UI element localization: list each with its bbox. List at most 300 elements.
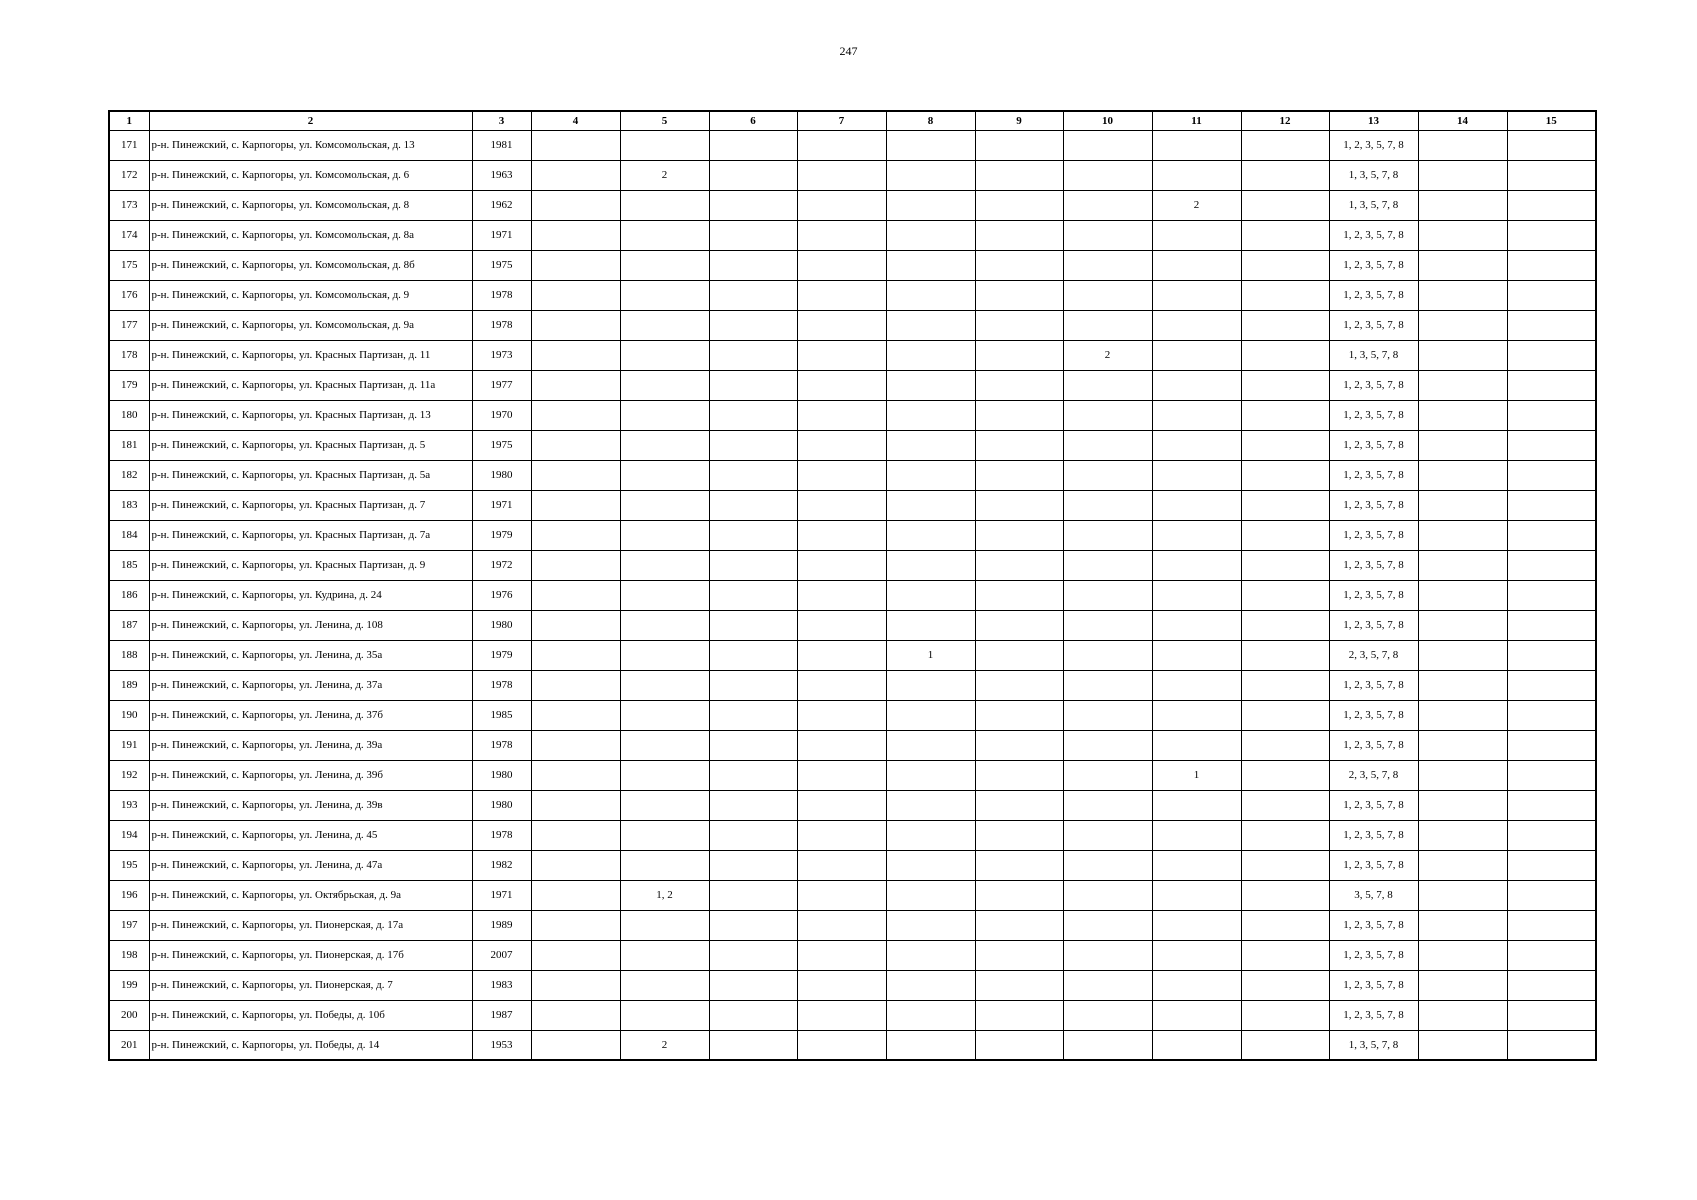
table-cell (1507, 310, 1596, 340)
table-cell (1507, 850, 1596, 880)
table-cell (886, 220, 975, 250)
table-cell (1063, 850, 1152, 880)
table-cell: 1, 2, 3, 5, 7, 8 (1329, 670, 1418, 700)
table-cell (620, 820, 709, 850)
table-cell (1507, 550, 1596, 580)
table-row (109, 580, 1596, 610)
table-cell (1152, 850, 1241, 880)
table-cell (1063, 460, 1152, 490)
table-cell: 3, 5, 7, 8 (1329, 880, 1418, 910)
table-cell (620, 550, 709, 580)
table-cell: 1, 2, 3, 5, 7, 8 (1329, 250, 1418, 280)
table-cell: 1, 2 (620, 880, 709, 910)
table-cell (709, 640, 797, 670)
table-cell (975, 490, 1063, 520)
table-cell (1152, 970, 1241, 1000)
table-cell (531, 910, 620, 940)
table-cell (1152, 730, 1241, 760)
table-cell (620, 340, 709, 370)
table-cell (797, 640, 886, 670)
table-row (109, 400, 1596, 430)
table-cell: 1, 2, 3, 5, 7, 8 (1329, 460, 1418, 490)
table-cell (1507, 250, 1596, 280)
address-cell: р-н. Пинежский, с. Карпогоры, ул. Ленина, д. 37а (149, 670, 472, 700)
column-header-15: 15 (1507, 111, 1596, 130)
table-cell (1241, 490, 1329, 520)
table-cell (1152, 940, 1241, 970)
table-cell (1241, 820, 1329, 850)
table-cell (1152, 400, 1241, 430)
table-cell (1241, 610, 1329, 640)
table-cell (1418, 850, 1507, 880)
table-header (109, 111, 1596, 130)
table-row (109, 1030, 1596, 1060)
table-cell (620, 730, 709, 760)
table-cell (1418, 610, 1507, 640)
table-cell (975, 550, 1063, 580)
row-number-cell: 201 (109, 1030, 149, 1060)
table-cell (531, 970, 620, 1000)
register-table (108, 110, 1597, 1061)
table-cell: 1, 2, 3, 5, 7, 8 (1329, 220, 1418, 250)
table-row (109, 700, 1596, 730)
table-cell (1063, 280, 1152, 310)
row-number-cell: 191 (109, 730, 149, 760)
table-body (109, 130, 1596, 1060)
table-cell (1063, 160, 1152, 190)
table-cell (1063, 370, 1152, 400)
table-cell (1241, 670, 1329, 700)
table-cell (975, 970, 1063, 1000)
address-cell: р-н. Пинежский, с. Карпогоры, ул. Октябрьская, д. 9а (149, 880, 472, 910)
row-number-cell: 185 (109, 550, 149, 580)
table-cell (709, 190, 797, 220)
year-cell: 1978 (472, 820, 531, 850)
table-cell (975, 160, 1063, 190)
table-row (109, 760, 1596, 790)
address-cell: р-н. Пинежский, с. Карпогоры, ул. Ленина, д. 35а (149, 640, 472, 670)
table-cell (1507, 1000, 1596, 1030)
table-cell (1152, 790, 1241, 820)
table-cell (709, 550, 797, 580)
table-cell (975, 700, 1063, 730)
table-cell (1507, 520, 1596, 550)
table-cell (1418, 580, 1507, 610)
row-number-cell: 187 (109, 610, 149, 640)
table-cell (1152, 550, 1241, 580)
column-header-3: 3 (472, 111, 531, 130)
year-cell: 1987 (472, 1000, 531, 1030)
table-row (109, 970, 1596, 1000)
row-number-cell: 179 (109, 370, 149, 400)
table-cell: 2, 3, 5, 7, 8 (1329, 760, 1418, 790)
row-number-cell: 182 (109, 460, 149, 490)
year-cell: 1978 (472, 280, 531, 310)
table-cell (886, 550, 975, 580)
row-number-cell: 192 (109, 760, 149, 790)
table-cell (709, 670, 797, 700)
column-header-11: 11 (1152, 111, 1241, 130)
table-cell: 1, 2, 3, 5, 7, 8 (1329, 430, 1418, 460)
table-cell (1418, 790, 1507, 820)
year-cell: 1981 (472, 130, 531, 160)
table-row (109, 820, 1596, 850)
table-cell: 2 (620, 160, 709, 190)
table-cell: 1, 2, 3, 5, 7, 8 (1329, 310, 1418, 340)
row-number-cell: 183 (109, 490, 149, 520)
address-cell: р-н. Пинежский, с. Карпогоры, ул. Комсомольская, д. 9а (149, 310, 472, 340)
table-cell (975, 1000, 1063, 1030)
table-cell (620, 670, 709, 700)
table-cell (709, 280, 797, 310)
table-cell (1418, 340, 1507, 370)
table-cell (1507, 130, 1596, 160)
table-cell (709, 340, 797, 370)
table-cell (1152, 430, 1241, 460)
table-cell (1507, 760, 1596, 790)
table-cell (975, 130, 1063, 160)
table-cell (1241, 640, 1329, 670)
table-cell (620, 280, 709, 310)
table-cell (886, 790, 975, 820)
table-cell (886, 970, 975, 1000)
column-header-12: 12 (1241, 111, 1329, 130)
table-cell (620, 520, 709, 550)
table-cell (1507, 280, 1596, 310)
table-cell: 1, 2, 3, 5, 7, 8 (1329, 910, 1418, 940)
table-cell (1241, 280, 1329, 310)
table-cell (886, 490, 975, 520)
row-number-cell: 200 (109, 1000, 149, 1030)
table-cell (886, 880, 975, 910)
row-number-cell: 198 (109, 940, 149, 970)
table-cell (1063, 550, 1152, 580)
table-row (109, 340, 1596, 370)
table-cell (1152, 1030, 1241, 1060)
table-cell (531, 760, 620, 790)
table-row (109, 640, 1596, 670)
table-cell (1418, 940, 1507, 970)
year-cell: 1977 (472, 370, 531, 400)
table-row (109, 280, 1596, 310)
table-cell (709, 310, 797, 340)
table-cell (1418, 400, 1507, 430)
table-cell (531, 520, 620, 550)
table-cell (1063, 820, 1152, 850)
table-row (109, 490, 1596, 520)
year-cell: 1980 (472, 760, 531, 790)
row-number-cell: 174 (109, 220, 149, 250)
table-cell (1241, 790, 1329, 820)
table-cell (620, 310, 709, 340)
table-cell (1507, 190, 1596, 220)
table-cell (1507, 700, 1596, 730)
table-row (109, 190, 1596, 220)
address-cell: р-н. Пинежский, с. Карпогоры, ул. Ленина, д. 45 (149, 820, 472, 850)
table-cell (886, 400, 975, 430)
table-cell (1063, 310, 1152, 340)
table-cell (886, 280, 975, 310)
year-cell: 1971 (472, 880, 531, 910)
table-cell (797, 820, 886, 850)
column-header-14: 14 (1418, 111, 1507, 130)
table-cell (797, 130, 886, 160)
table-cell (1507, 970, 1596, 1000)
table-cell (975, 580, 1063, 610)
table-cell (1507, 370, 1596, 400)
table-cell (709, 130, 797, 160)
table-cell (886, 1000, 975, 1030)
table-cell (886, 760, 975, 790)
table-cell (886, 460, 975, 490)
table-cell (1063, 670, 1152, 700)
table-cell (1152, 610, 1241, 640)
table-cell: 1, 3, 5, 7, 8 (1329, 190, 1418, 220)
table-cell (531, 670, 620, 700)
table-cell (1507, 460, 1596, 490)
table-cell (620, 760, 709, 790)
year-cell: 1979 (472, 640, 531, 670)
table-cell (797, 280, 886, 310)
table-cell (797, 1030, 886, 1060)
table-cell: 1, 2, 3, 5, 7, 8 (1329, 490, 1418, 520)
table-cell (886, 130, 975, 160)
table-cell (1418, 670, 1507, 700)
table-cell (1152, 670, 1241, 700)
table-cell (1063, 490, 1152, 520)
table-cell: 1, 2, 3, 5, 7, 8 (1329, 730, 1418, 760)
table-cell (709, 1030, 797, 1060)
table-cell (1507, 1030, 1596, 1060)
row-number-cell: 196 (109, 880, 149, 910)
table-cell (975, 1030, 1063, 1060)
table-row (109, 670, 1596, 700)
table-cell (709, 790, 797, 820)
row-number-cell: 178 (109, 340, 149, 370)
table-cell (709, 880, 797, 910)
table-cell (1507, 580, 1596, 610)
table-cell (709, 700, 797, 730)
table-cell (1241, 220, 1329, 250)
column-header-5: 5 (620, 111, 709, 130)
year-cell: 1953 (472, 1030, 531, 1060)
table-row (109, 730, 1596, 760)
table-cell (531, 580, 620, 610)
table-cell (886, 730, 975, 760)
table-cell (531, 370, 620, 400)
row-number-cell: 193 (109, 790, 149, 820)
table-cell (1063, 700, 1152, 730)
table-cell (531, 820, 620, 850)
table-row (109, 550, 1596, 580)
table-cell (975, 400, 1063, 430)
table-cell (1507, 820, 1596, 850)
year-cell: 1973 (472, 340, 531, 370)
table-cell (1241, 730, 1329, 760)
table-cell (1152, 220, 1241, 250)
table-cell (1152, 580, 1241, 610)
table-cell (709, 1000, 797, 1030)
row-number-cell: 172 (109, 160, 149, 190)
table-cell (975, 760, 1063, 790)
table-cell (620, 850, 709, 880)
year-cell: 1983 (472, 970, 531, 1000)
year-cell: 1989 (472, 910, 531, 940)
table-cell (797, 970, 886, 1000)
table-cell (1241, 940, 1329, 970)
row-number-cell: 173 (109, 190, 149, 220)
table-cell (1152, 280, 1241, 310)
row-number-cell: 175 (109, 250, 149, 280)
table-cell (886, 310, 975, 340)
table-cell (709, 460, 797, 490)
year-cell: 1978 (472, 730, 531, 760)
table-cell (709, 970, 797, 1000)
table-cell: 1, 2, 3, 5, 7, 8 (1329, 580, 1418, 610)
table-cell (1418, 1030, 1507, 1060)
table-cell (886, 700, 975, 730)
table-cell (797, 400, 886, 430)
table-cell: 1, 2, 3, 5, 7, 8 (1329, 610, 1418, 640)
table-cell (1241, 310, 1329, 340)
table-cell (1418, 430, 1507, 460)
year-cell: 1975 (472, 250, 531, 280)
table-cell: 1, 3, 5, 7, 8 (1329, 160, 1418, 190)
table-row (109, 310, 1596, 340)
table-cell (797, 340, 886, 370)
table-cell (531, 880, 620, 910)
table-cell: 1, 2, 3, 5, 7, 8 (1329, 700, 1418, 730)
table-cell (1418, 700, 1507, 730)
table-cell (1507, 160, 1596, 190)
row-number-cell: 197 (109, 910, 149, 940)
table-cell (1241, 520, 1329, 550)
address-cell: р-н. Пинежский, с. Карпогоры, ул. Кудрина, д. 24 (149, 580, 472, 610)
table-cell (1152, 490, 1241, 520)
address-cell: р-н. Пинежский, с. Карпогоры, ул. Комсомольская, д. 8 (149, 190, 472, 220)
table-cell: 1, 2, 3, 5, 7, 8 (1329, 1000, 1418, 1030)
table-cell (1418, 640, 1507, 670)
table-cell: 1, 2, 3, 5, 7, 8 (1329, 790, 1418, 820)
year-cell: 1985 (472, 700, 531, 730)
table-cell (709, 820, 797, 850)
table-cell (1418, 220, 1507, 250)
table-cell (531, 490, 620, 520)
year-cell: 1979 (472, 520, 531, 550)
table-cell (531, 940, 620, 970)
table-cell (1507, 730, 1596, 760)
table-cell (1241, 400, 1329, 430)
table-cell: 2 (620, 1030, 709, 1060)
year-cell: 1978 (472, 670, 531, 700)
address-cell: р-н. Пинежский, с. Карпогоры, ул. Ленина, д. 37б (149, 700, 472, 730)
table-cell (709, 250, 797, 280)
address-cell: р-н. Пинежский, с. Карпогоры, ул. Пионерская, д. 7 (149, 970, 472, 1000)
table-cell (1063, 910, 1152, 940)
table-cell (620, 190, 709, 220)
address-cell: р-н. Пинежский, с. Карпогоры, ул. Победы, д. 14 (149, 1030, 472, 1060)
table-cell (1241, 910, 1329, 940)
row-number-cell: 184 (109, 520, 149, 550)
table-cell (1418, 520, 1507, 550)
table-cell (620, 940, 709, 970)
table-cell (1418, 880, 1507, 910)
table-cell (709, 910, 797, 940)
table-cell (1241, 160, 1329, 190)
row-number-cell: 186 (109, 580, 149, 610)
table-cell (1152, 130, 1241, 160)
table-cell (620, 460, 709, 490)
year-cell: 1972 (472, 550, 531, 580)
address-cell: р-н. Пинежский, с. Карпогоры, ул. Ленина, д. 39а (149, 730, 472, 760)
year-cell: 1963 (472, 160, 531, 190)
year-cell: 1962 (472, 190, 531, 220)
table-cell (797, 790, 886, 820)
table-cell (1063, 940, 1152, 970)
table-cell (797, 370, 886, 400)
table-cell (1241, 340, 1329, 370)
year-cell: 1978 (472, 310, 531, 340)
table-cell (709, 400, 797, 430)
table-cell (1152, 370, 1241, 400)
table-cell (709, 220, 797, 250)
table-cell (1507, 400, 1596, 430)
table-cell (1152, 520, 1241, 550)
table-cell (1418, 550, 1507, 580)
table-cell (1152, 160, 1241, 190)
table-cell (975, 880, 1063, 910)
table-cell (1418, 160, 1507, 190)
year-cell: 1982 (472, 850, 531, 880)
table-cell (886, 820, 975, 850)
column-header-13: 13 (1329, 111, 1418, 130)
table-cell: 1, 2, 3, 5, 7, 8 (1329, 520, 1418, 550)
year-cell: 1980 (472, 460, 531, 490)
table-cell (1241, 430, 1329, 460)
table-cell (1152, 340, 1241, 370)
table-cell (1063, 610, 1152, 640)
column-header-8: 8 (886, 111, 975, 130)
table-cell (797, 190, 886, 220)
table-cell (620, 370, 709, 400)
table-cell (886, 940, 975, 970)
table-cell (1507, 790, 1596, 820)
column-header-10: 10 (1063, 111, 1152, 130)
table-cell (975, 220, 1063, 250)
row-number-cell: 171 (109, 130, 149, 160)
table-cell (531, 460, 620, 490)
table-cell (531, 280, 620, 310)
table-cell (1507, 880, 1596, 910)
address-cell: р-н. Пинежский, с. Карпогоры, ул. Красных Партизан, д. 7а (149, 520, 472, 550)
address-cell: р-н. Пинежский, с. Карпогоры, ул. Красных Партизан, д. 5а (149, 460, 472, 490)
table-cell (886, 670, 975, 700)
address-cell: р-н. Пинежский, с. Карпогоры, ул. Пионерская, д. 17б (149, 940, 472, 970)
table-cell (531, 130, 620, 160)
address-cell: р-н. Пинежский, с. Карпогоры, ул. Комсомольская, д. 13 (149, 130, 472, 160)
table-cell (1241, 1030, 1329, 1060)
table-cell (1507, 610, 1596, 640)
table-cell (1152, 310, 1241, 340)
table-cell (797, 700, 886, 730)
table-cell (1507, 940, 1596, 970)
table-cell (620, 400, 709, 430)
table-cell (975, 460, 1063, 490)
table-cell (975, 310, 1063, 340)
table-cell (531, 640, 620, 670)
table-cell (797, 250, 886, 280)
table-cell (1418, 760, 1507, 790)
